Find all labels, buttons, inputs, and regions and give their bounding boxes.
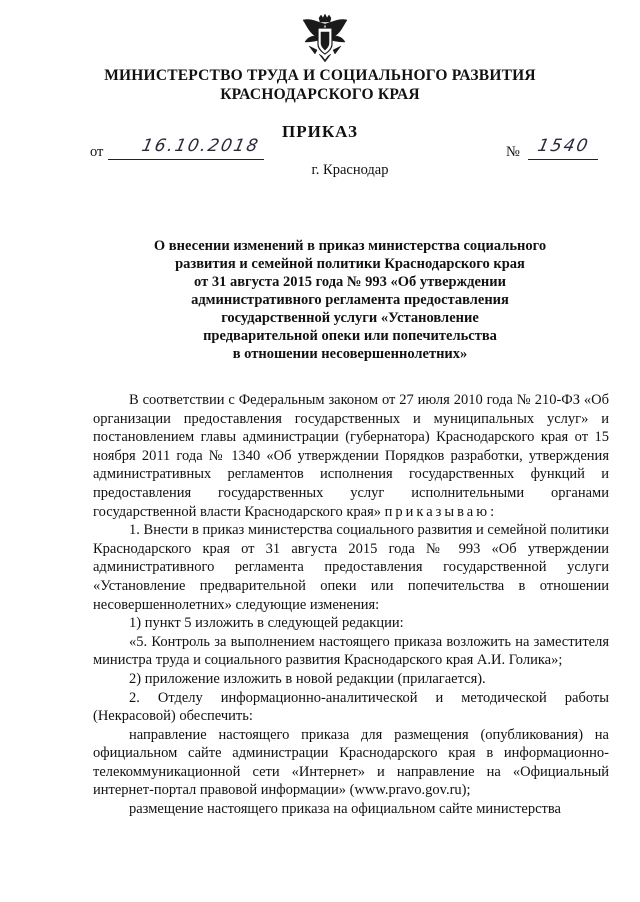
decree-word: приказываю: [384, 503, 498, 520]
subject-line: О внесении изменений в приказ министерства социального [153, 238, 547, 254]
subject-line: предварительной опеки или попечительства [203, 328, 497, 344]
subject-line: в отношении несовершеннолетних» [232, 346, 468, 362]
body-paragraph: направление настоящего приказа для размещения (опубликования) на официальном сайте администрации Краснодарского края в информационно-телекоммуникационной сети «Интернет» и направление на «Официальный интернет-портал правовой информации» (www.pravo.gov.ru); [93, 726, 609, 799]
body-paragraph: 2) приложение изложить в новой редакции (прилагается). [129, 670, 486, 687]
ministry-name-line1: МИНИСТЕРСТВО ТРУДА И СОЦИАЛЬНОГО РАЗВИТИЯ [104, 67, 536, 84]
city-label: г. Краснодар [311, 162, 389, 178]
date-underline [108, 159, 264, 160]
date-prefix-label: от [90, 144, 104, 160]
order-subject [120, 237, 580, 363]
body-paragraph: 2. Отделу информационно-аналитической и методической работы (Некрасовой) обеспечить: [93, 689, 609, 725]
preamble-paragraph: В соответствии с Федеральным законом от 27 июля 2010 года № 210-ФЗ «Об организации предоставления государственных и муниципальных услуг» и постановлением главы администрации (губернатора) Краснодарского края от 15 ноября 2011 года № 1340 «Об утверждении Порядков разработки, утверждения административных регламентов исполнения государственных функций и предоставления государственных услуг исполнительными органами государственной власти Краснодарского края» приказываю: [93, 392, 609, 520]
body-paragraph: 1. Внести в приказ министерства социального развития и семейной политики Краснодарского края от 31 августа 2015 года № 993 «Об утверждении административного регламента предоставления государственной услуги «Установление предварительной опеки или попечительства в отношении несовершеннолетних» следующие изменения: [93, 522, 609, 613]
body-paragraph: «5. Контроль за выполнением настоящего приказа возложить на заместителя министра труда и социального развития Краснодарского края А.И. Голика»; [93, 633, 609, 669]
ministry-name-line2: КРАСНОДАРСКОГО КРАЯ [220, 86, 420, 103]
coat-of-arms-emblem-icon [299, 14, 351, 64]
number-underline [528, 159, 598, 160]
body-paragraph: размещение настоящего приказа на официальном сайте министерства [129, 801, 561, 818]
subject-line: от 31 августа 2015 года № 993 «Об утверждении [194, 274, 506, 290]
handwritten-number: 1540 [535, 136, 592, 156]
body-paragraph: 1) пункт 5 изложить в следующей редакции: [129, 615, 404, 632]
order-title: ПРИКАЗ [282, 122, 358, 141]
ministry-name [60, 66, 580, 104]
subject-line: государственной услуги «Установление [221, 310, 479, 326]
handwritten-date: 16.10.2018 [139, 136, 262, 156]
subject-line: развития и семейной политики Краснодарского края [175, 256, 525, 272]
order-body [93, 391, 609, 819]
subject-line: административного регламента предоставления [191, 292, 509, 308]
number-prefix-label: № [506, 144, 520, 160]
